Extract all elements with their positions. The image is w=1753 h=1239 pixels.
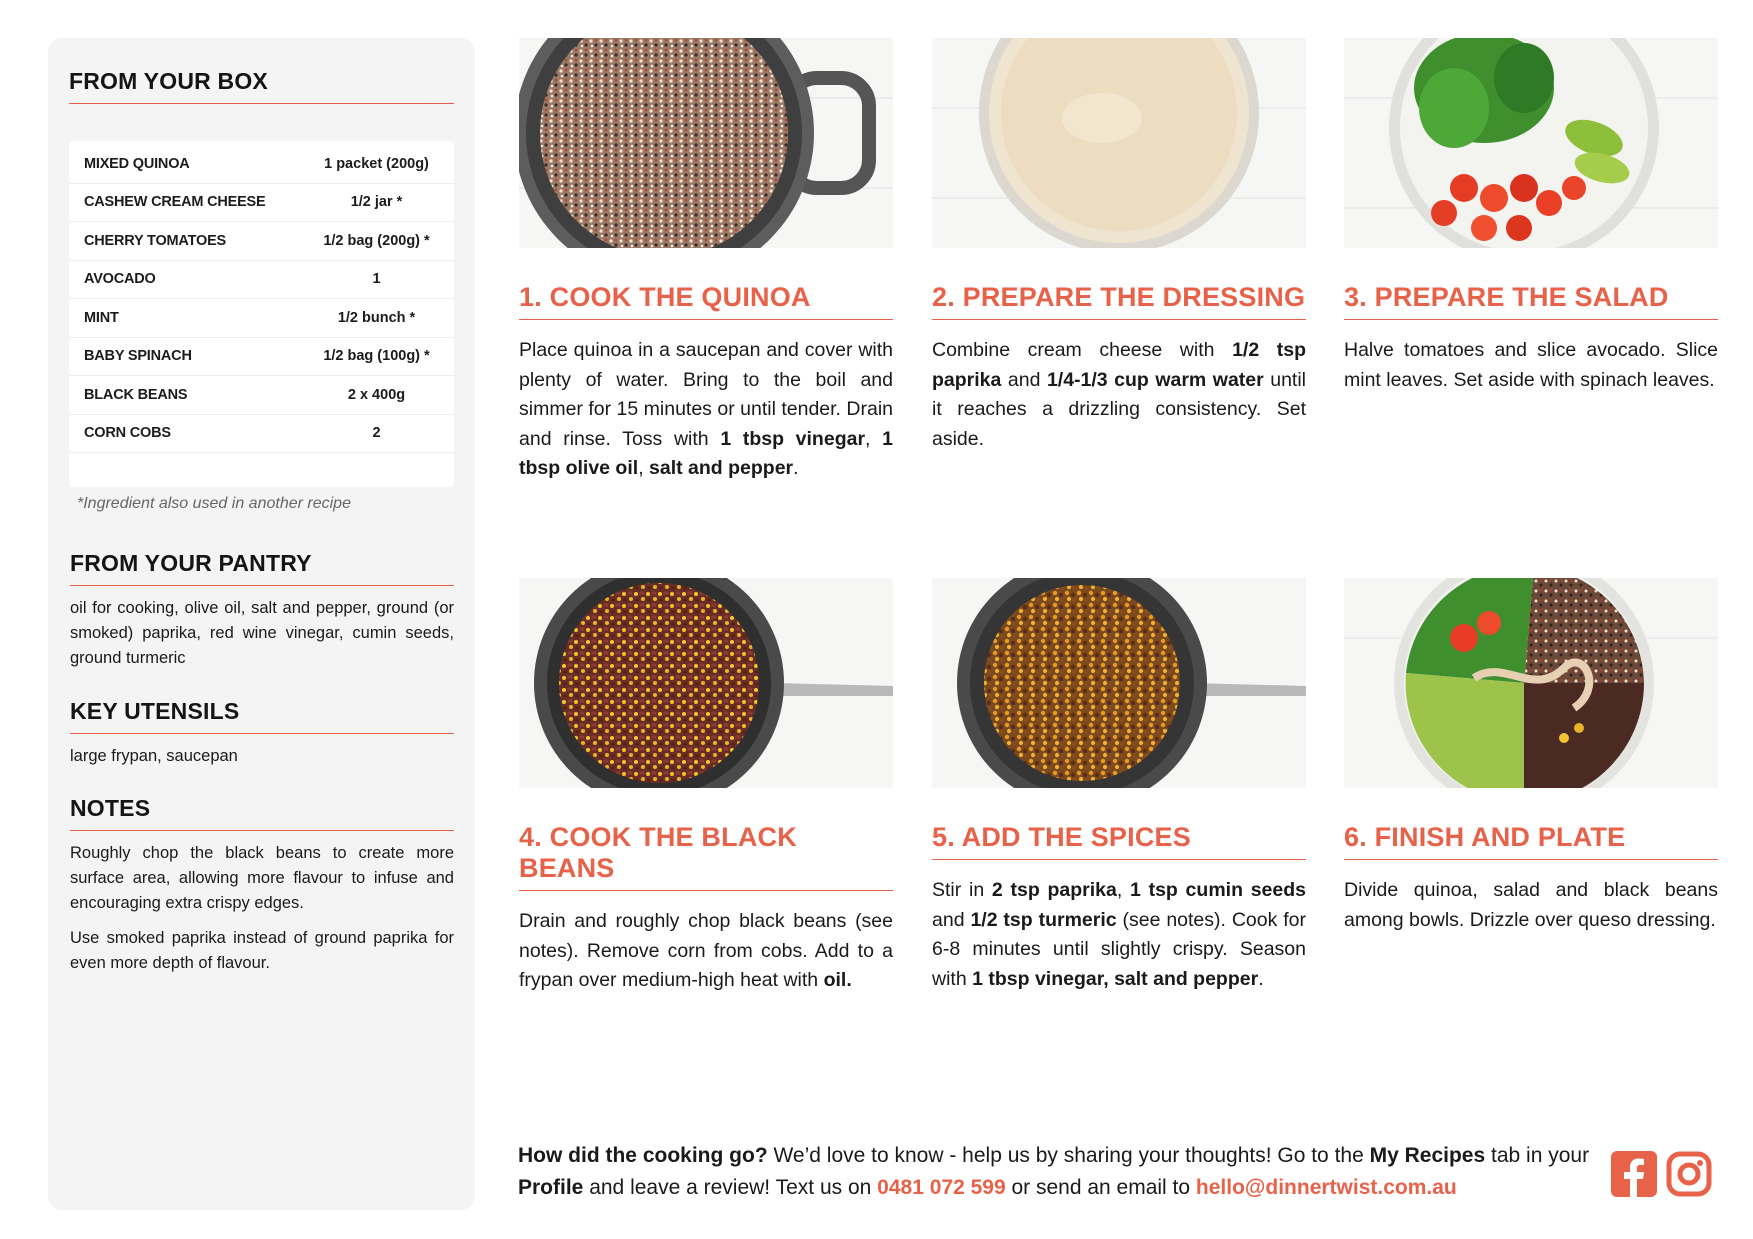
ingredient-name: BLACK BEANS [84, 386, 188, 403]
text-run: Stir in [932, 879, 992, 901]
text-run: and leave a review! Text us on [583, 1176, 878, 1199]
text-run: . [793, 457, 799, 479]
emphasis-text: 1 tbsp vinegar [720, 427, 866, 450]
ingredient-qty: 1/2 bag (100g) * [323, 348, 430, 365]
ingredient-qty: 1/2 bag (200g) * [323, 232, 430, 249]
feedback-footer [518, 1140, 1598, 1204]
text-run: (see notes). Cook for 6-8 minutes until slightly crispy. Season with [932, 908, 1306, 990]
text-run: tab in your [1485, 1144, 1590, 1167]
ingredient-name: CORN COBS [84, 425, 171, 442]
notes-text [70, 841, 454, 986]
ingredient-qty: 2 x 400g [347, 386, 406, 403]
emphasis-text: 2 tsp paprika [991, 879, 1117, 901]
step-text [932, 336, 1306, 454]
ingredient-row [69, 376, 454, 415]
step-2 [932, 38, 1306, 454]
step-text [519, 907, 893, 996]
quinoa-photo [519, 38, 893, 248]
emphasis-text: How did the cooking go? [518, 1144, 768, 1167]
salad-prep-photo [1344, 38, 1718, 248]
note-paragraph: Roughly chop the black beans to create more surface area, allowing more flavour to infuse and encouraging extra crispy edges. [70, 844, 454, 912]
ingredients-table [69, 141, 454, 487]
ingredient-qty: 1 [372, 271, 381, 288]
pantry-text: oil for cooking, olive oil, salt and pepper, ground (or smoked) paprika, red wine vinegar, cumin seeds, ground turmeric [70, 599, 454, 667]
contact-link[interactable]: 0481 072 599 [877, 1176, 1006, 1199]
step-title: 2. PREPARE THE DRESSING [932, 282, 1306, 320]
contact-link[interactable]: hello@dinnertwist.com.au [1195, 1176, 1457, 1199]
emphasis-text: 1/2 tsp paprika [932, 339, 1306, 391]
text-run: until it reaches a drizzling consistency. Set aside. [932, 368, 1306, 450]
emphasis-text: 1 tbsp vinegar, salt and pepper [972, 967, 1259, 990]
ingredient-name: AVOCADO [84, 271, 156, 288]
emphasis-text: salt and pepper [649, 457, 794, 479]
ingredient-qty: 1 packet (200g) [324, 155, 429, 172]
text-run: Halve tomatoes and slice avocado. Slice mint leaves. Set aside with spinach leaves. [1344, 339, 1718, 391]
dressing-photo [932, 38, 1306, 248]
facebook-icon[interactable] [1611, 1151, 1657, 1197]
step-title: 4. COOK THE BLACK BEANS [519, 822, 893, 891]
step-text [1344, 876, 1718, 935]
step-1 [519, 38, 893, 484]
text-run: Place quinoa in a saucepan and cover with plenty of water. Bring to the boil and simmer for 15 minutes or until tender. Drain and rinse. Toss with [519, 339, 893, 450]
ingredient-row [69, 222, 454, 261]
step-4 [519, 578, 893, 996]
step-title: 1. COOK THE QUINOA [519, 282, 893, 320]
text-run: Drain and roughly chop black beans (see notes). Remove corn from cobs. Add to a frypan over medium-high heat with [519, 910, 893, 991]
utensils-text: large frypan, saucepan [70, 747, 238, 765]
text-run: , [865, 427, 883, 450]
step-text [932, 876, 1306, 994]
text-run: and [1001, 368, 1047, 391]
ingredient-row [69, 261, 454, 300]
ingredients-sidebar [48, 38, 475, 1210]
step-title: 3. PREPARE THE SALAD [1344, 282, 1718, 320]
ingredient-qty: 2 [372, 425, 381, 442]
utensils-title: KEY UTENSILS [70, 698, 454, 734]
ingredient-footnote: *Ingredient also used in another recipe [77, 495, 351, 512]
step-3 [1344, 38, 1718, 395]
step-title: 6. FINISH AND PLATE [1344, 822, 1718, 860]
ingredient-qty: 1/2 bunch * [337, 309, 416, 326]
plated-photo [1344, 578, 1718, 788]
ingredient-row [69, 338, 454, 377]
text-run: and [932, 908, 971, 931]
text-run: or send an email to [1005, 1176, 1196, 1199]
instagram-icon[interactable] [1666, 1151, 1712, 1197]
emphasis-text: 1 tsp cumin seeds [1130, 879, 1307, 901]
step-5 [932, 578, 1306, 994]
ingredient-name: MINT [84, 309, 119, 326]
pantry-title: FROM YOUR PANTRY [70, 550, 454, 586]
beans-photo [519, 578, 893, 788]
step-6 [1344, 578, 1718, 935]
emphasis-text: My Recipes [1369, 1144, 1486, 1167]
ingredient-row [69, 184, 454, 223]
emphasis-text: 1/2 tsp turmeric [970, 908, 1117, 931]
step-title: 5. ADD THE SPICES [932, 822, 1306, 860]
note-paragraph: Use smoked paprika instead of ground paprika for even more depth of flavour. [70, 929, 454, 972]
emphasis-text: oil. [823, 969, 852, 991]
spices-photo [932, 578, 1306, 788]
ingredient-name: BABY SPINACH [84, 348, 192, 365]
ingredient-name: CASHEW CREAM CHEESE [84, 194, 266, 211]
ingredient-row [69, 299, 454, 338]
ingredient-name: CHERRY TOMATOES [84, 232, 227, 249]
step-text [519, 336, 893, 484]
from-box-title: FROM YOUR BOX [69, 68, 454, 104]
emphasis-text: Profile [518, 1176, 584, 1199]
notes-title: NOTES [70, 795, 454, 831]
text-run: , [1116, 879, 1130, 901]
emphasis-text: 1 tbsp olive oil [519, 427, 893, 479]
ingredient-qty: 1/2 jar * [350, 194, 403, 211]
text-run: We’d love to know - help us by sharing your thoughts! Go to the [767, 1144, 1370, 1167]
emphasis-text: 1/4-1/3 cup warm water [1046, 368, 1264, 391]
text-run: . [1258, 967, 1264, 990]
text-run: Combine cream cheese with [932, 339, 1233, 361]
ingredient-row [69, 145, 454, 184]
ingredient-name: MIXED QUINOA [84, 155, 190, 172]
step-text [1344, 336, 1718, 395]
text-run: Divide quinoa, salad and black beans among bowls. Drizzle over queso dressing. [1344, 879, 1718, 931]
text-run: , [638, 457, 650, 479]
ingredient-row [69, 415, 454, 454]
